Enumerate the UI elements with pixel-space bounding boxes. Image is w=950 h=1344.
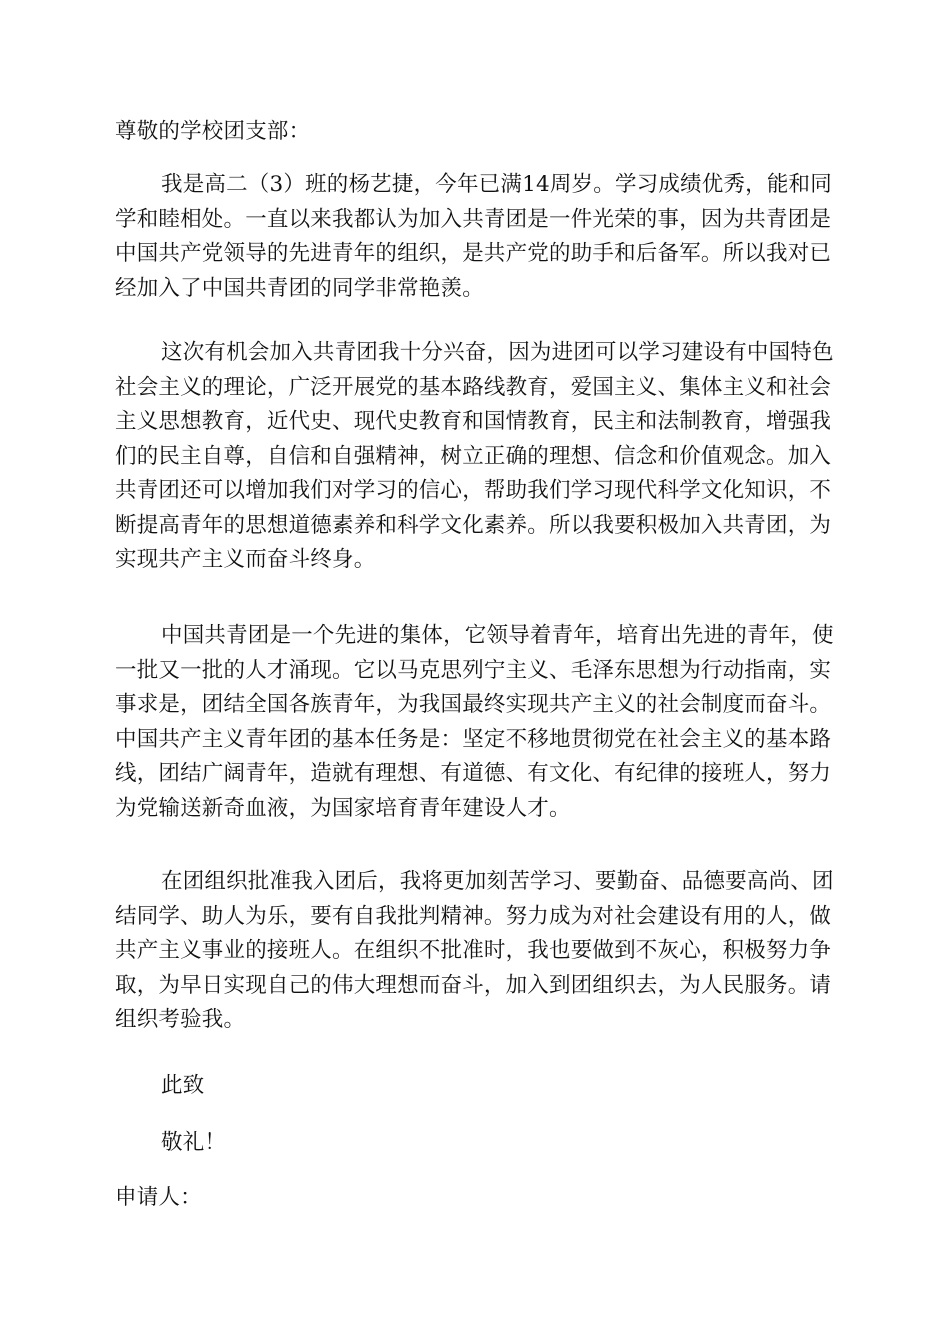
paragraph-4: 在团组织批准我入团后，我将更加刻苦学习、要勤奋、品德要高尚、团结同学、助人为乐，要有自我批判精神。努力成为对社会建设有用的人，做共产主义事业的接班人。在组织不批准时，我也要做到不灰心，积极努力争取，为早日实现自己的伟大理想而奋斗，加入到团组织去，为人民服务。请组织考验我。	[115, 869, 834, 1032]
paragraph-3: 中国共青团是一个先进的集体，它领导着青年，培育出先进的青年，使一批又一批的人才涌现。它以马克思列宁主义、毛泽东思想为行动指南，实事求是，团结全国各族青年，为我国最终实现共产主义的社会制度而奋斗。中国共产主义青年团的基本任务是：坚定不移地贯彻党在社会主义的基本路线，团结广阔青年，造就有理想、有道德、有文化、有纪律的接班人，努力为党输送新奇血液，为国家培育青年建设人才。	[115, 623, 834, 821]
applicant-label: 申请人：	[115, 1185, 202, 1210]
closing-phrase: 此致	[161, 1073, 205, 1098]
paragraph-2: 这次有机会加入共青团我十分兴奋，因为进团可以学习建设有中国特色社会主义的理论，广泛开展党的基本路线教育，爱国主义、集体主义和社会主义思想教育，近代史、现代史教育和国情教育，民主和法制教育，增强我们的民主自尊，自信和自强精神，树立正确的理想、信念和价值观念。加入共青团还可以增加我们对学习的信心，帮助我们学习现代科学文化知识，不断提高青年的思想道德素养和科学文化素养。所以我要积极加入共青团，为实现共产主义而奋斗终身。	[115, 340, 834, 572]
salutation: 尊敬的学校团支部：	[115, 119, 311, 144]
paragraph-1: 我是高二（3）班的杨艺捷，今年已满14周岁。学习成绩优秀，能和同学和睦相处。一直以来我都认为加入共青团是一件光荣的事，因为共青团是中国共产党领导的先进青年的组织，是共产党的助手和后备军。所以我对已经加入了中国共青团的同学非常艳羡。	[115, 172, 832, 301]
regards-phrase: 敬礼！	[161, 1130, 227, 1155]
